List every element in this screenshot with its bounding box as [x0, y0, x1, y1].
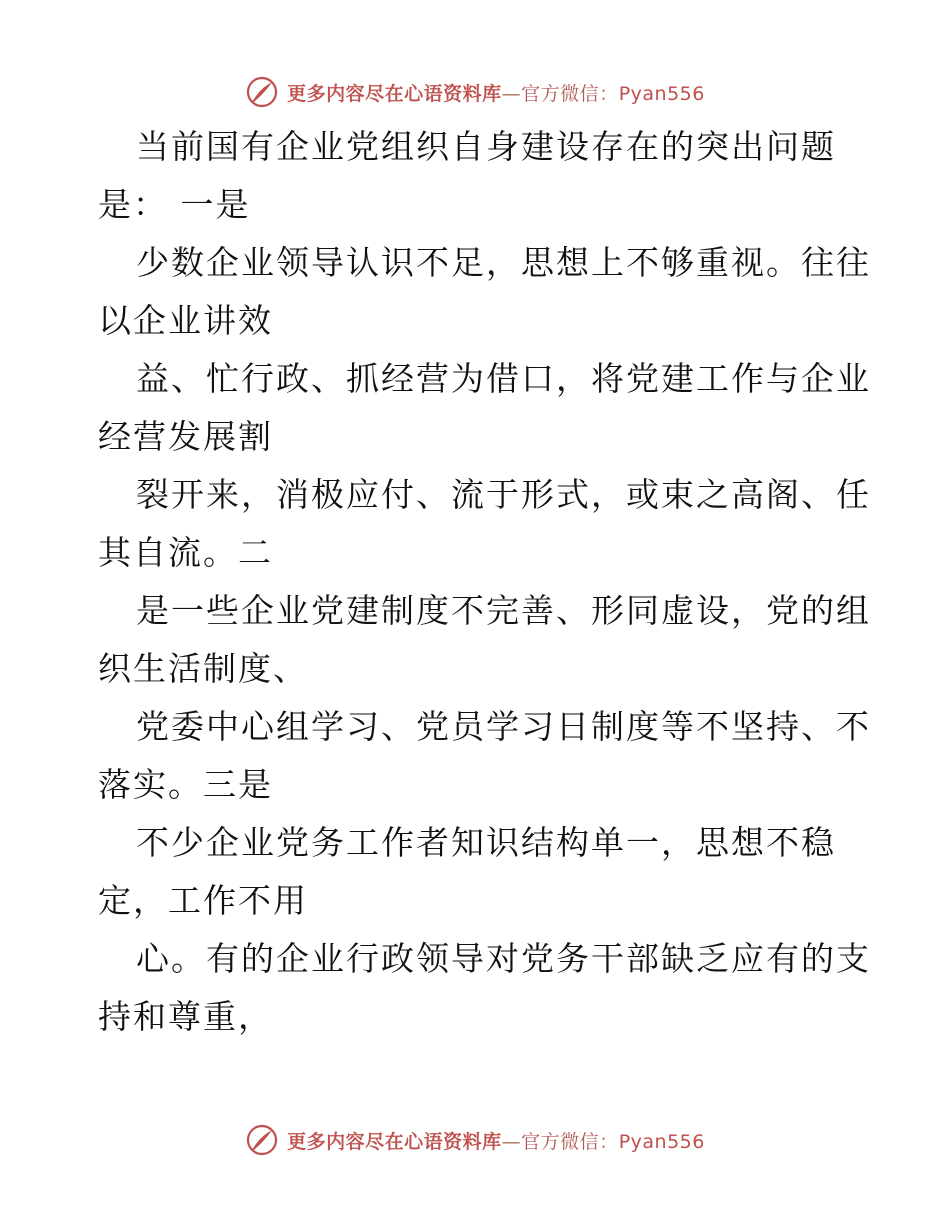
text-line: 定，工作不用 [98, 881, 308, 920]
text-line: 当前国有企业党组织自身建设存在的突出问题 [136, 127, 836, 166]
text-line: 其自流。二 [98, 533, 273, 572]
quill-logo-icon [245, 1123, 279, 1157]
header-watermark [0, 72, 950, 112]
text-line: 是一些企业党建制度不完善、形同虚设，党的组 [136, 591, 871, 630]
text-line: 以企业讲效 [98, 301, 273, 340]
quill-logo-icon [245, 75, 279, 109]
footer-watermark [0, 1120, 950, 1160]
watermark-text [287, 1127, 705, 1154]
watermark-id: Pyan556 [618, 1130, 705, 1153]
watermark-text [287, 79, 705, 106]
text-line: 裂开来，消极应付、流于形式，或束之高阁、任 [136, 475, 871, 514]
watermark-separator: — [501, 82, 522, 105]
text-line: 心。有的企业行政领导对党务干部缺乏应有的支 [136, 939, 871, 978]
text-line: 经营发展割 [98, 417, 273, 456]
text-line: 不少企业党务工作者知识结构单一，思想不稳 [136, 823, 836, 862]
text-line: 少数企业领导认识不足，思想上不够重视。往往 [136, 243, 871, 282]
document-body [98, 118, 871, 1046]
watermark-separator: — [501, 1130, 522, 1153]
text-line: 党委中心组学习、党员学习日制度等不坚持、不 [136, 707, 871, 746]
watermark-main: 更多内容尽在心语资料库 [287, 1130, 502, 1153]
text-line: 是： 一是 [98, 185, 251, 224]
text-line: 持和尊重， [98, 997, 273, 1036]
watermark-main: 更多内容尽在心语资料库 [287, 82, 502, 105]
watermark-sub: 官方微信： [521, 1130, 619, 1153]
watermark-sub: 官方微信： [521, 82, 619, 105]
watermark-id: Pyan556 [618, 82, 705, 105]
text-line: 织生活制度、 [98, 649, 308, 688]
text-line: 益、忙行政、抓经营为借口，将党建工作与企业 [136, 359, 871, 398]
text-line: 落实。三是 [98, 765, 273, 804]
